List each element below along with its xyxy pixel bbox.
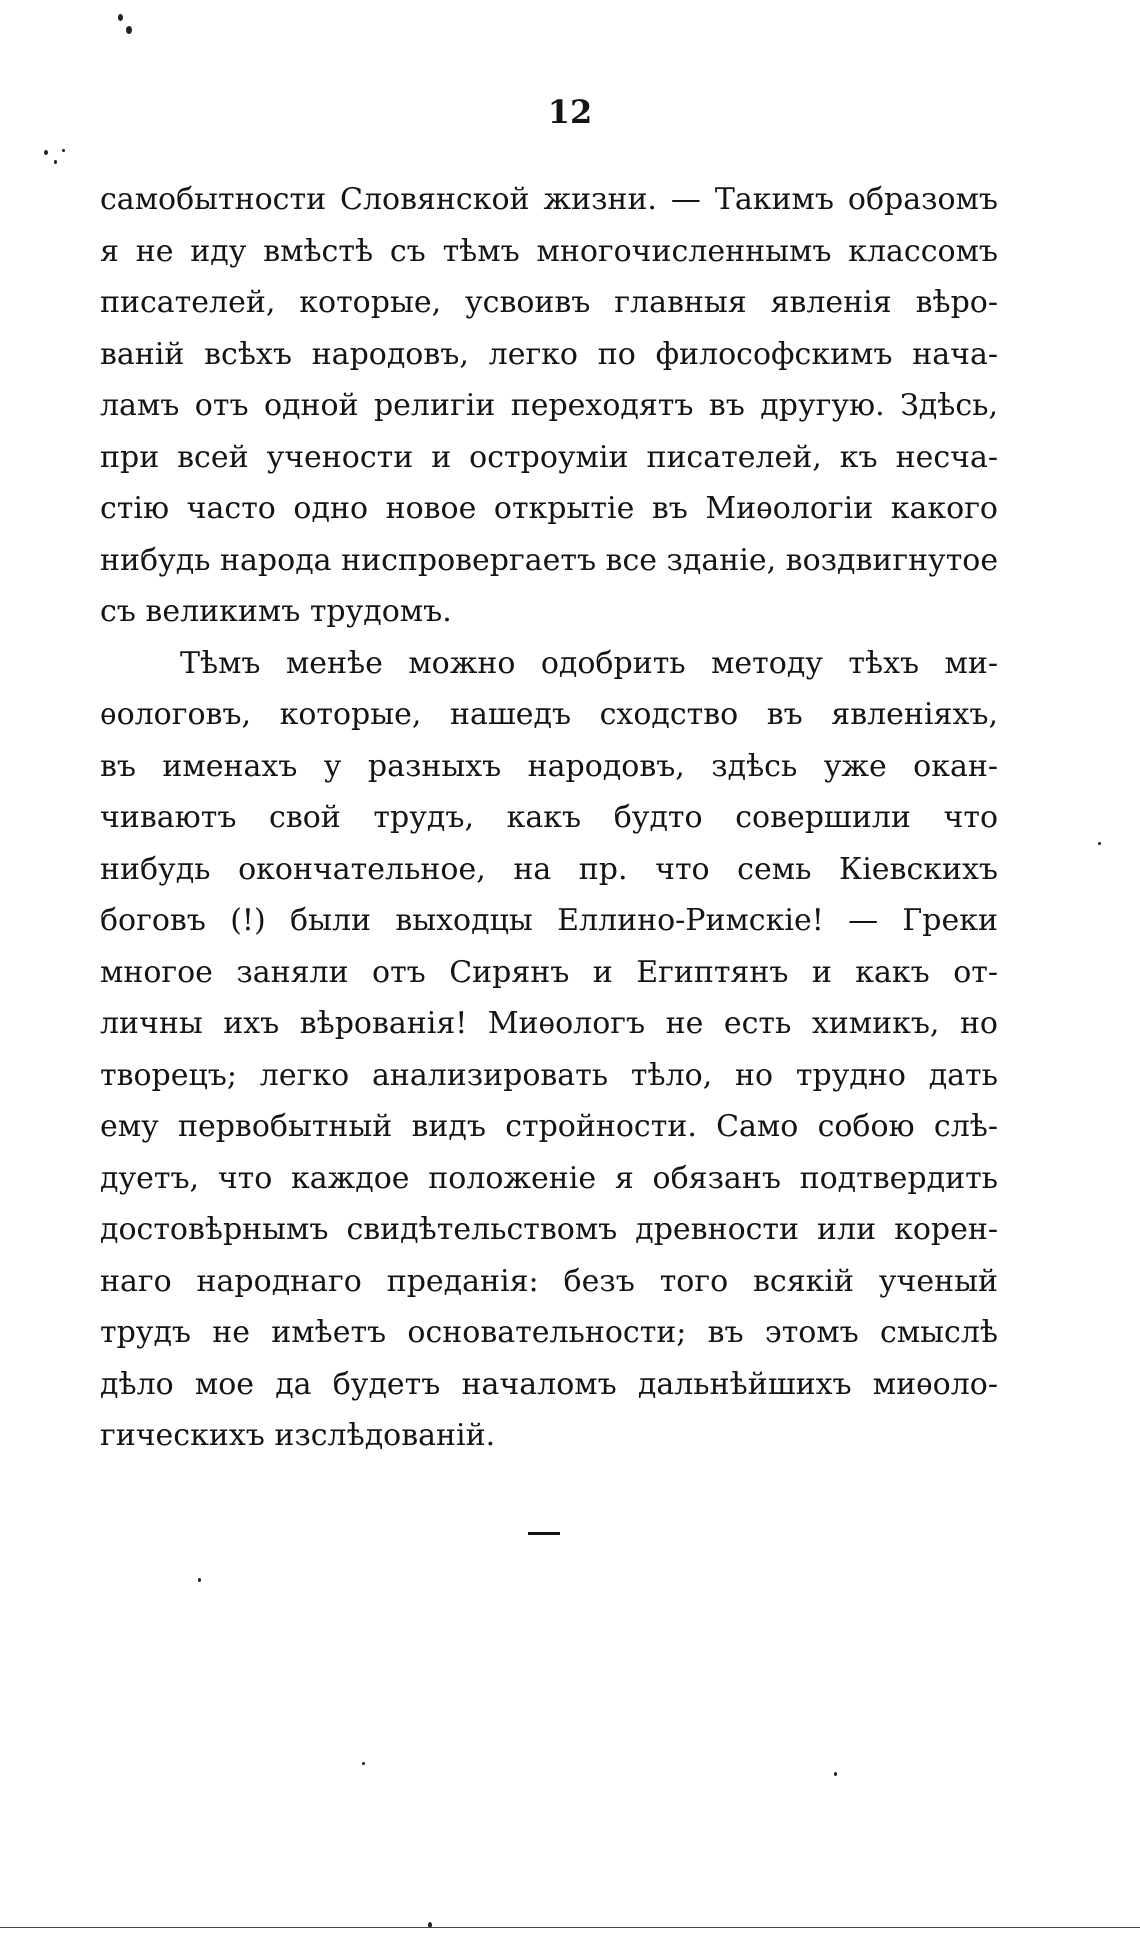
text-line: чиваютъ свой трудъ, какъ будто совершили что (100, 800, 998, 835)
text-line: ваній всѣхъ народовъ, легко по философскимъ нача- (100, 336, 998, 372)
page-number: 12 (547, 93, 593, 131)
text-line: стію часто одно новое открытіе въ Миѳологіи какого (100, 491, 998, 526)
print-speck (1098, 842, 1101, 845)
print-speck (62, 149, 65, 152)
text-line: ѳологовъ, которые, нашедъ сходство въ явленіяхъ, (100, 697, 998, 732)
text-line: Тѣмъ менѣе можно одобрить методу тѣхъ ми- (180, 645, 998, 681)
paragraph-2 (100, 638, 998, 1462)
text-line: многое заняли отъ Сирянъ и Египтянъ и какъ от- (100, 954, 998, 990)
text-line: личны ихъ вѣрованія! Миѳологъ не есть химикъ, но (100, 1006, 998, 1041)
text-line: боговъ (!) были выходцы Еллино-Римскіе! — Греки (100, 903, 998, 938)
text-line: трудъ не имѣетъ основательности; въ этомъ смыслѣ (100, 1315, 998, 1350)
text-line: дѣло мое да будетъ началомъ дальнѣйшихъ миѳоло- (100, 1366, 998, 1402)
print-speck (44, 150, 48, 155)
text-line: ламъ отъ одной религіи переходятъ въ другую. Здѣсь, (100, 388, 998, 423)
text-line: самобытности Словянской жизни. — Такимъ образомъ (100, 182, 998, 217)
text-line: съ великимъ трудомъ. (100, 594, 452, 629)
text-line: гическихъ изслѣдованій. (100, 1418, 496, 1453)
print-speck (118, 14, 123, 21)
print-speck (362, 1762, 365, 1765)
text-line: нибудь народа ниспровергаетъ все зданіе, воздвигнутое (100, 542, 999, 578)
text-line: писателей, которые, усвоивъ главныя явленія вѣро- (100, 285, 998, 320)
text-line: дуетъ, что каждое положеніе я обязанъ подтвердить (100, 1160, 998, 1196)
text-line: при всей учености и остроуміи писателей, къ несча- (100, 439, 998, 475)
print-speck (834, 1772, 837, 1776)
text-line: творецъ; легко анализировать тѣло, но трудно дать (100, 1057, 998, 1093)
text-line: я не иду вмѣстѣ съ тѣмъ многочисленнымъ классомъ (100, 233, 998, 269)
text-line: ему первобытный видъ стройности. Само собою слѣ- (100, 1109, 998, 1144)
text-line: нибудь окончательное, на пр. что семь Кіевскихъ (100, 851, 998, 887)
text-line: наго народнаго преданія: безъ того всякій ученый (100, 1263, 998, 1299)
end-dash (528, 1532, 560, 1535)
body-text (100, 174, 998, 1462)
bottom-rule (0, 1927, 1140, 1928)
text-line: въ именахъ у разныхъ народовъ, здѣсь уже окан- (100, 748, 998, 784)
print-speck (126, 26, 132, 34)
print-speck (198, 1578, 201, 1582)
text-line: достовѣрнымъ свидѣтельствомъ древности или корен- (100, 1212, 998, 1247)
paragraph-1 (100, 174, 998, 638)
print-speck (54, 160, 57, 164)
